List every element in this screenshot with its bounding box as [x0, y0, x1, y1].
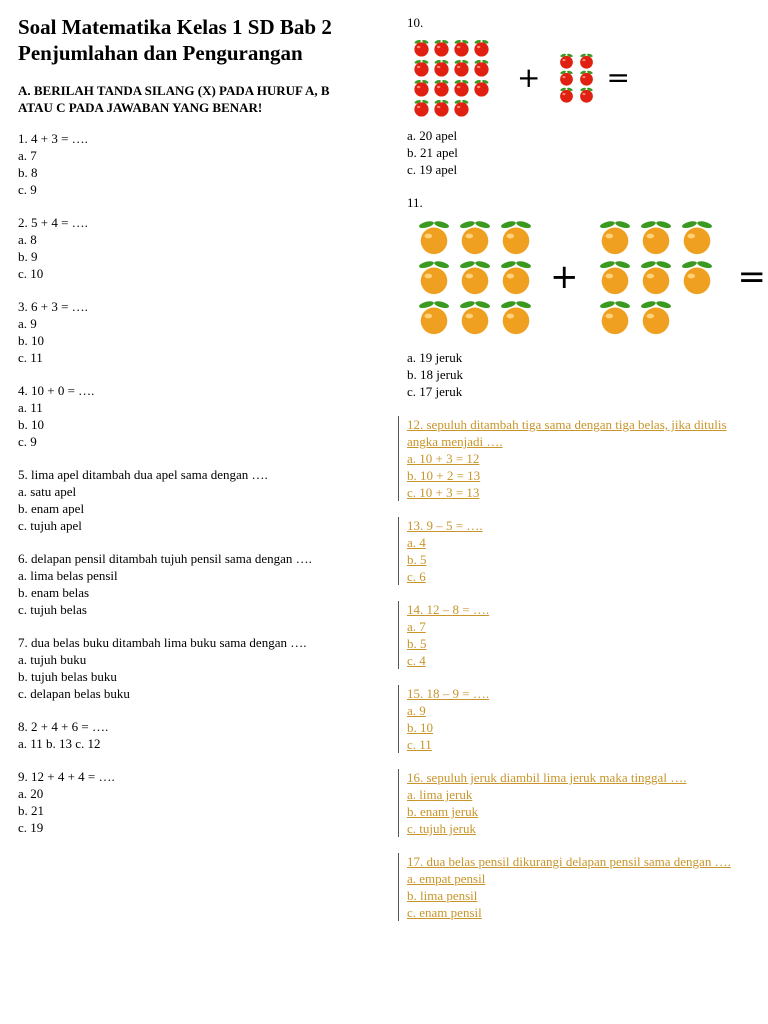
- plus-sign: +: [550, 257, 579, 297]
- page-title: Soal Matematika Kelas 1 SD Bab 2 Penjumlahan dan Pengurangan: [18, 15, 332, 65]
- question-text: 6. delapan pensil ditambah tujuh pensil sama dengan ….: [18, 551, 312, 566]
- question-text: 16. sepuluh jeruk diambil lima jeruk maka tinggal ….: [407, 770, 687, 785]
- answer-option[interactable]: b. 21 apel: [407, 145, 458, 160]
- answer-option[interactable]: b. 18 jeruk: [407, 367, 463, 382]
- fruit-item: [431, 37, 451, 57]
- fruit-item: [556, 86, 576, 103]
- answer-option[interactable]: b. 9: [18, 249, 38, 264]
- tracked-question-list: [407, 416, 757, 921]
- question-block: [407, 517, 757, 585]
- question-block: [18, 298, 363, 366]
- fruit-item: [677, 257, 718, 297]
- answer-option[interactable]: b. 5: [407, 636, 427, 651]
- question-block: [18, 550, 363, 618]
- fruit-item: [454, 217, 495, 257]
- fruit-item: [595, 297, 636, 337]
- answer-option[interactable]: b. lima pensil: [407, 888, 478, 903]
- question-11-label: 11.: [407, 195, 423, 210]
- fruit-item: [636, 257, 677, 297]
- orange-icon: [456, 218, 494, 256]
- question-text: 3. 6 + 3 = ….: [18, 299, 88, 314]
- answer-option[interactable]: c. 10 + 3 = 13: [407, 485, 480, 500]
- apple-icon: [558, 86, 575, 103]
- orange-icon: [415, 298, 453, 336]
- answer-option[interactable]: c. 4: [407, 653, 426, 668]
- apple-icon: [412, 58, 431, 77]
- orange-icon: [596, 258, 634, 296]
- fruit-item: [636, 297, 677, 337]
- question-text: 2. 5 + 4 = ….: [18, 215, 88, 230]
- fruit-item: [454, 257, 495, 297]
- fruit-item: [556, 69, 576, 86]
- answer-option[interactable]: c. 11: [18, 350, 43, 365]
- question-text: 7. dua belas buku ditambah lima buku sama dengan ….: [18, 635, 307, 650]
- fruit-item: [411, 57, 431, 77]
- apple-icon: [432, 38, 451, 57]
- fruit-item: [413, 217, 454, 257]
- orange-icon: [456, 298, 494, 336]
- answer-option[interactable]: c. 6: [407, 569, 426, 584]
- orange-icon: [596, 298, 634, 336]
- question-10-label: 10.: [407, 15, 424, 30]
- orange-icon: [415, 218, 453, 256]
- apple-icon: [558, 52, 575, 69]
- question-10-picture: [411, 37, 757, 117]
- answer-option[interactable]: c. 10: [18, 266, 44, 281]
- fruit-item: [454, 297, 495, 337]
- fruit-item: [431, 57, 451, 77]
- apple-icon: [432, 78, 451, 97]
- apple-icon: [412, 78, 431, 97]
- answer-option[interactable]: b. 10: [18, 417, 44, 432]
- answer-option[interactable]: a. 4: [407, 535, 426, 550]
- question-block: [407, 601, 757, 669]
- question-block: [18, 718, 363, 752]
- fruit-item: [576, 69, 596, 86]
- answer-option[interactable]: a. 11 b. 13 c. 12: [18, 736, 101, 751]
- answer-option[interactable]: b. 10 + 2 = 13: [407, 468, 481, 483]
- fruit-item: [411, 97, 431, 117]
- question-block: [18, 382, 363, 450]
- answer-option[interactable]: c. tujuh belas: [18, 602, 87, 617]
- answer-option[interactable]: b. 10: [18, 333, 44, 348]
- answer-option[interactable]: a. 10 + 3 = 12: [407, 451, 480, 466]
- question-block: [407, 769, 757, 837]
- answer-option[interactable]: b. 10: [407, 720, 433, 735]
- answer-option[interactable]: c. 9: [18, 434, 37, 449]
- answer-option[interactable]: a. satu apel: [18, 484, 77, 499]
- equals-sign: =: [737, 257, 766, 297]
- question-text: 4. 10 + 0 = ….: [18, 383, 95, 398]
- answer-option[interactable]: a. 19 jeruk: [407, 350, 463, 365]
- fruit-item: [595, 257, 636, 297]
- answer-option[interactable]: c. 17 jeruk: [407, 384, 463, 399]
- question-block: [18, 634, 363, 702]
- fruit-item: [413, 257, 454, 297]
- answer-option[interactable]: c. 11: [407, 737, 432, 752]
- orange-icon: [456, 258, 494, 296]
- fruit-item: [411, 77, 431, 97]
- plus-sign: +: [517, 60, 541, 94]
- fruit-item: [636, 217, 677, 257]
- orange-icon: [415, 258, 453, 296]
- fruit-item: [576, 52, 596, 69]
- answer-option[interactable]: a. 9: [18, 316, 37, 331]
- answer-option[interactable]: a. 7: [407, 619, 426, 634]
- question-11-options: [407, 349, 757, 400]
- answer-option[interactable]: b. enam jeruk: [407, 804, 479, 819]
- equals-sign: =: [606, 60, 630, 94]
- fruit-item: [431, 97, 451, 117]
- question-text: 12. sepuluh ditambah tiga sama dengan tiga belas, jika ditulis angka menjadi ….: [407, 417, 727, 449]
- apple-icon: [472, 38, 491, 57]
- apple-icon: [412, 98, 431, 117]
- apple-icon: [412, 38, 431, 57]
- fruit-item: [413, 297, 454, 337]
- apple-icon: [432, 98, 451, 117]
- orange-icon: [596, 218, 634, 256]
- fruit-item: [595, 217, 636, 257]
- apple-icon: [452, 78, 471, 97]
- fruit-item: [677, 217, 718, 257]
- answer-option[interactable]: b. 8: [18, 165, 38, 180]
- answer-option[interactable]: c. 19 apel: [407, 162, 458, 177]
- orange-icon: [678, 258, 716, 296]
- answer-option[interactable]: b. 21: [18, 803, 44, 818]
- orange-icon: [637, 298, 675, 336]
- answer-option[interactable]: a. tujuh buku: [18, 652, 87, 667]
- fruit-item: [451, 57, 471, 77]
- fruit-item: [471, 57, 491, 77]
- apple-icon: [558, 69, 575, 86]
- orange-icon: [637, 218, 675, 256]
- answer-option[interactable]: a. 9: [407, 703, 426, 718]
- left-question-list: [18, 130, 363, 836]
- answer-option[interactable]: a. 7: [18, 148, 37, 163]
- question-text: 13. 9 – 5 = ….: [407, 518, 483, 533]
- fruit-item: [451, 77, 471, 97]
- apple-icon: [472, 78, 491, 97]
- apple-icon: [578, 69, 595, 86]
- fruit-item: [431, 77, 451, 97]
- question-block: [18, 130, 363, 198]
- orange-icon: [497, 218, 535, 256]
- question-text: 9. 12 + 4 + 4 = ….: [18, 769, 115, 784]
- fruit-item: [576, 86, 596, 103]
- orange-group-left: [413, 217, 536, 337]
- question-block: [407, 853, 757, 921]
- question-block: [407, 685, 757, 753]
- question-text: 5. lima apel ditambah dua apel sama dengan ….: [18, 467, 268, 482]
- fruit-item: [451, 97, 471, 117]
- left-column: [18, 14, 363, 852]
- apple-group-left: [411, 37, 491, 117]
- answer-option[interactable]: a. 20 apel: [407, 128, 458, 143]
- apple-icon: [472, 58, 491, 77]
- question-block: [18, 466, 363, 534]
- answer-option[interactable]: a. 11: [18, 400, 43, 415]
- right-column: [407, 14, 766, 937]
- answer-option[interactable]: c. tujuh jeruk: [407, 821, 476, 836]
- orange-group-right: [595, 217, 718, 337]
- question-text: 17. dua belas pensil dikurangi delapan pensil sama dengan ….: [407, 854, 731, 869]
- question-block: [407, 416, 757, 501]
- question-text: 1. 4 + 3 = ….: [18, 131, 88, 146]
- answer-option[interactable]: c. delapan belas buku: [18, 686, 130, 701]
- answer-option[interactable]: b. 5: [407, 552, 427, 567]
- apple-icon: [578, 86, 595, 103]
- answer-option[interactable]: c. enam pensil: [407, 905, 482, 920]
- answer-option[interactable]: c. 9: [18, 182, 37, 197]
- fruit-item: [471, 77, 491, 97]
- question-11-picture: [413, 217, 766, 337]
- fruit-item: [451, 37, 471, 57]
- orange-icon: [497, 298, 535, 336]
- answer-option[interactable]: c. 19: [18, 820, 44, 835]
- orange-icon: [678, 218, 716, 256]
- question-block: [18, 768, 363, 836]
- orange-icon: [497, 258, 535, 296]
- section-instruction: A. BERILAH TANDA SILANG (X) PADA HURUF A, B ATAU C PADA JAWABAN YANG BENAR!: [18, 83, 330, 115]
- question-10-options: [407, 127, 757, 178]
- fruit-item: [495, 297, 536, 337]
- answer-option[interactable]: b. enam apel: [18, 501, 85, 516]
- fruit-item: [495, 257, 536, 297]
- apple-icon: [452, 38, 471, 57]
- question-text: 15. 18 – 9 = ….: [407, 686, 490, 701]
- question-text: 8. 2 + 4 + 6 = ….: [18, 719, 109, 734]
- apple-icon: [452, 58, 471, 77]
- answer-option[interactable]: c. tujuh apel: [18, 518, 82, 533]
- fruit-item: [471, 37, 491, 57]
- answer-option[interactable]: b. enam belas: [18, 585, 90, 600]
- answer-option[interactable]: a. 20: [18, 786, 44, 801]
- answer-option[interactable]: a. 8: [18, 232, 37, 247]
- answer-option[interactable]: b. tujuh belas buku: [18, 669, 117, 684]
- question-block: [18, 214, 363, 282]
- orange-icon: [637, 258, 675, 296]
- fruit-item: [556, 52, 576, 69]
- apple-icon: [452, 98, 471, 117]
- apple-icon: [578, 52, 595, 69]
- answer-option[interactable]: a. lima jeruk: [407, 787, 473, 802]
- apple-icon: [432, 58, 451, 77]
- question-text: 14. 12 – 8 = ….: [407, 602, 490, 617]
- answer-option[interactable]: a. lima belas pensil: [18, 568, 118, 583]
- fruit-item: [495, 217, 536, 257]
- answer-option[interactable]: a. empat pensil: [407, 871, 486, 886]
- fruit-item: [411, 37, 431, 57]
- apple-group-right: [556, 52, 596, 103]
